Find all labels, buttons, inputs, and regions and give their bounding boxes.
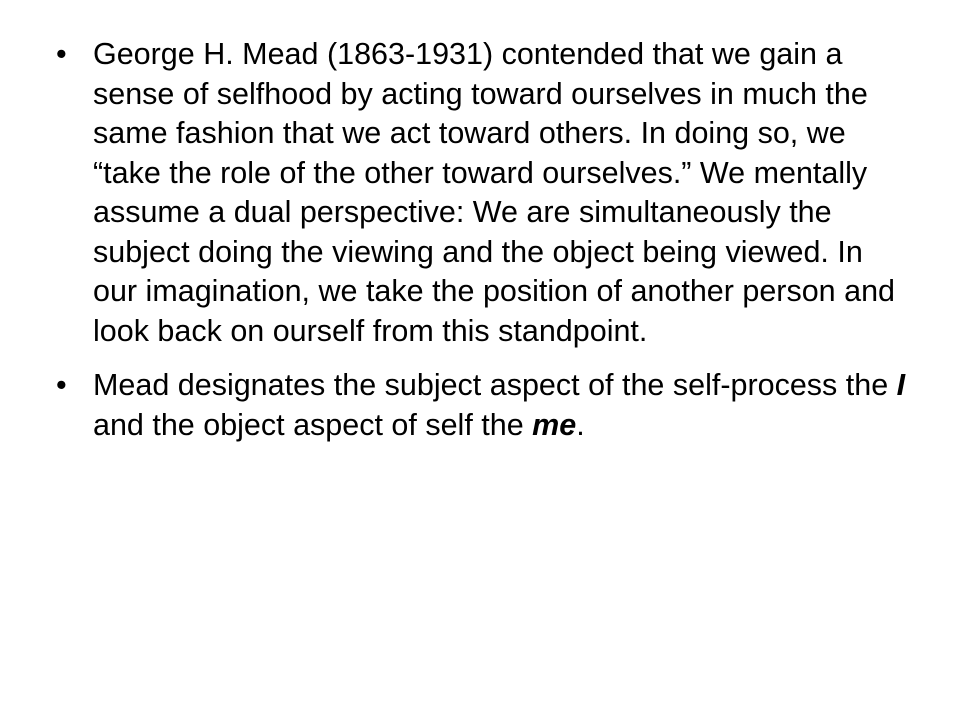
bullet-text-middle: and the object aspect of self the: [93, 407, 533, 442]
bullet-text-after: .: [576, 407, 585, 442]
term-me: me: [532, 407, 577, 442]
bullet-text-before: Mead designates the subject aspect of the self-process the: [93, 368, 897, 402]
bullet-icon: •: [56, 368, 67, 402]
bullet-icon: •: [56, 37, 67, 71]
bullet-item-i-and-me: [56, 366, 906, 445]
term-i: I: [896, 368, 906, 402]
bullet-text: George H. Mead (1863-1931) contended that we gain a sense of selfhood by acting toward ourselves in much the same fashion that we act toward others. In doing so, we “take the role of the other toward ourselves.” We mentally assume a dual perspective: We are simultaneously the subject doing the viewing and the object being viewed. In our imagination, we take the position of another person and look back on ourself from this standpoint.: [93, 37, 895, 348]
bullet-item-mead-selfhood: [56, 35, 906, 351]
bullet-list: [56, 35, 906, 460]
